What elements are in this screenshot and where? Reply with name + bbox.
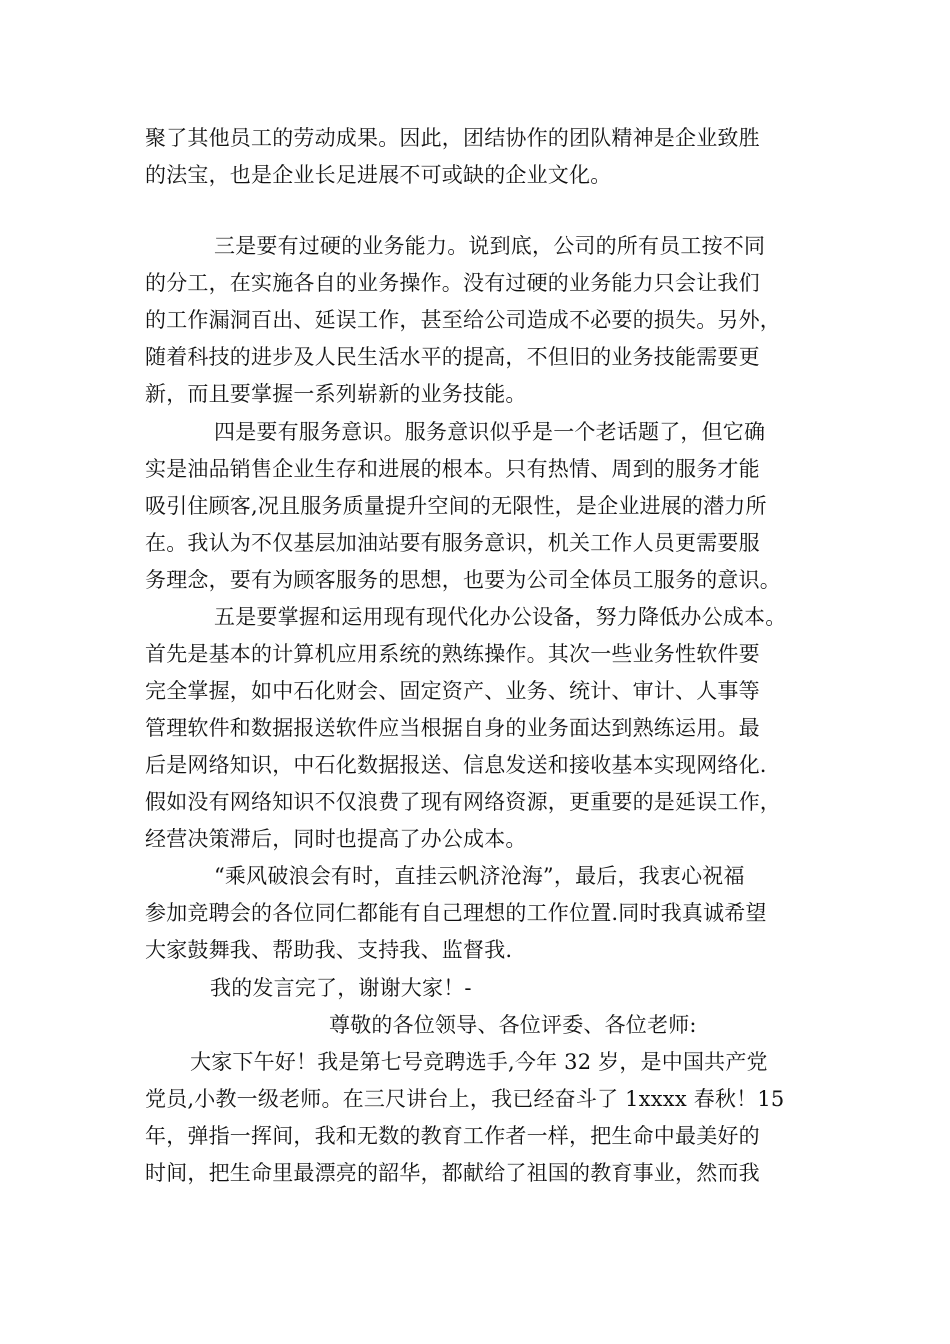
text-line: 五是要掌握和运用现有现代化办公设备，努力降低办公成本。 (214, 605, 787, 629)
text-line: 的工作漏洞百出、延误工作，甚至给公司造成不必要的损失。另外， (145, 308, 781, 332)
text-line: 的法宝，也是企业长足进展不可或缺的企业文化。 (145, 163, 612, 187)
text-line: 后是网络知识，中石化数据报送、信息发送和接收基本实现网络化. (145, 753, 767, 777)
text-line: 吸引住顾客,况且服务质量提升空间的无限性，是企业进展的潜力所 (145, 494, 767, 518)
text-line: 新，而且要掌握一系列崭新的业务技能。 (145, 382, 527, 406)
text-line: 完全掌握，如中石化财会、固定资产、业务、统计、审计、人事等 (145, 679, 760, 703)
text-line: 假如没有网络知识不仅浪费了现有网络资源，更重要的是延误工作， (145, 790, 781, 814)
text-line: 三是要有过硬的业务能力。说到底，公司的所有员工按不同 (214, 234, 766, 258)
text-line: 时间，把生命里最漂亮的韶华，都献给了祖国的教育事业，然而我 (145, 1161, 760, 1185)
text-line: 务理念，要有为顾客服务的思想，也要为公司全体员工服务的意识。 (145, 568, 781, 592)
salutation: 尊敬的各位领导、各位评委、各位老师: (329, 1013, 697, 1037)
text-line: 我的发言完了，谢谢大家！- (210, 976, 472, 1000)
text-line: 经营决策滞后，同时也提高了办公成本。 (145, 827, 527, 851)
text-line: 随着科技的进步及人民生活水平的提高，不但旧的业务技能需要更 (145, 345, 760, 369)
text-line: 管理软件和数据报送软件应当根据自身的业务面达到熟练运用。最 (145, 716, 760, 740)
text-line: 年，弹指一挥间，我和无数的教育工作者一样，把生命中最美好的 (145, 1124, 760, 1148)
text-line: 四是要有服务意识。服务意识似乎是一个老话题了，但它确 (214, 420, 766, 444)
text-line: 实是油品销售企业生存和进展的根本。只有热情、周到的服务才能 (145, 457, 760, 481)
text-line: 聚了其他员工的劳动成果。因此，团结协作的团队精神是企业致胜 (145, 126, 760, 150)
text-line: 在。我认为不仅基层加油站要有服务意识，机关工作人员更需要服 (145, 531, 760, 555)
text-line: 首先是基本的计算机应用系统的熟练操作。其次一些业务性软件要 (145, 642, 760, 666)
text-line: “乘风破浪会有时，直挂云帆济沧海”，最后，我衷心祝福 (214, 864, 745, 888)
text-line: 大家下午好！我是第七号竞聘选手,今年 32 岁，是中国共产党 (190, 1050, 768, 1074)
text-line: 大家鼓舞我、帮助我、支持我、监督我. (145, 938, 513, 962)
text-line: 的分工，在实施各自的业务操作。没有过硬的业务能力只会让我们 (145, 271, 760, 295)
text-line: 参加竞聘会的各位同仁都能有自己理想的工作位置.同时我真诚希望 (145, 901, 767, 925)
text-line: 党员,小教一级老师。在三尺讲台上，我已经奋斗了 1xxxx 春秋！15 (145, 1087, 785, 1111)
